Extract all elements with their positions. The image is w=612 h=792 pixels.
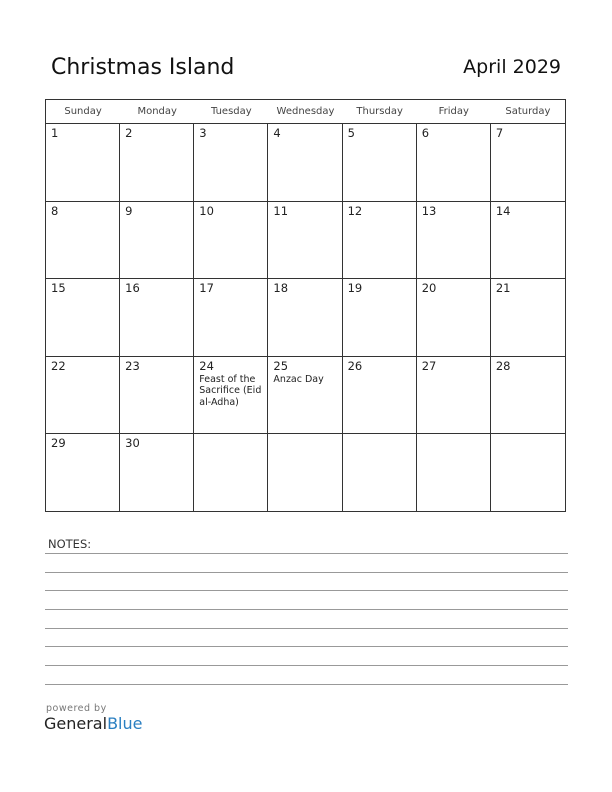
weekday-friday: Friday bbox=[438, 106, 469, 117]
week-row-3 bbox=[46, 279, 565, 357]
day-number: 19 bbox=[347, 281, 363, 296]
day-number: 6 bbox=[421, 126, 430, 140]
weekday-thursday: Thursday bbox=[356, 106, 403, 117]
weekday-wednesday: Wednesday bbox=[276, 106, 335, 117]
page-title: Christmas Island bbox=[51, 55, 235, 80]
day-cell bbox=[343, 357, 417, 434]
day-cell bbox=[491, 124, 565, 201]
day-cell bbox=[343, 202, 417, 279]
notes-line bbox=[45, 628, 568, 629]
day-cell bbox=[417, 357, 491, 434]
calendar-grid bbox=[45, 99, 566, 512]
day-number: 12 bbox=[347, 203, 363, 218]
powered-by-text: powered by bbox=[46, 703, 107, 714]
day-number: 14 bbox=[495, 203, 511, 218]
day-number: 8 bbox=[51, 203, 59, 218]
notes-line bbox=[45, 609, 568, 610]
day-cell bbox=[268, 357, 342, 434]
weekday-sunday: Sunday bbox=[64, 106, 102, 117]
day-number: 7 bbox=[495, 126, 504, 140]
weekday-saturday: Saturday bbox=[505, 106, 551, 117]
month-label: April 2029 bbox=[463, 56, 561, 78]
day-number: 16 bbox=[125, 281, 140, 296]
week-row-1 bbox=[46, 124, 565, 202]
day-cell bbox=[491, 279, 565, 356]
weekday-header bbox=[46, 100, 565, 124]
day-cell bbox=[46, 279, 120, 356]
day-cell bbox=[120, 434, 194, 512]
day-cell bbox=[120, 202, 194, 279]
week-row-2 bbox=[46, 202, 565, 280]
day-number: 30 bbox=[125, 436, 140, 451]
day-cell bbox=[46, 202, 120, 279]
day-number: 23 bbox=[125, 358, 140, 373]
day-cell bbox=[194, 434, 268, 512]
day-cell bbox=[46, 434, 120, 512]
day-cell bbox=[343, 124, 417, 201]
day-number: 22 bbox=[51, 358, 66, 373]
day-cell bbox=[46, 124, 120, 201]
day-cell bbox=[268, 279, 342, 356]
day-number: 10 bbox=[199, 203, 214, 218]
week-row-4 bbox=[46, 357, 565, 435]
day-number: 29 bbox=[51, 436, 66, 451]
day-cell bbox=[268, 124, 342, 201]
day-number: 13 bbox=[421, 203, 437, 218]
day-cell bbox=[417, 434, 491, 512]
day-cell bbox=[268, 202, 342, 279]
notes-line bbox=[45, 553, 568, 554]
day-cell bbox=[343, 434, 417, 512]
day-number: 2 bbox=[125, 126, 133, 140]
day-cell bbox=[417, 279, 491, 356]
day-number: 15 bbox=[51, 281, 66, 296]
day-cell bbox=[417, 202, 491, 279]
day-cell bbox=[491, 357, 565, 434]
notes-line bbox=[45, 590, 568, 591]
day-number: 4 bbox=[273, 126, 281, 140]
day-cell bbox=[194, 202, 268, 279]
day-number: 21 bbox=[495, 281, 511, 296]
day-number: 1 bbox=[51, 126, 59, 140]
brand-wordmark bbox=[44, 714, 142, 733]
day-number: 28 bbox=[495, 358, 511, 373]
day-cell bbox=[491, 202, 565, 279]
day-cell bbox=[194, 357, 268, 434]
day-cell bbox=[491, 434, 565, 512]
day-cell bbox=[194, 279, 268, 356]
notes-label: NOTES: bbox=[48, 537, 92, 551]
day-cell bbox=[120, 279, 194, 356]
day-number: 27 bbox=[421, 358, 437, 373]
day-cell bbox=[46, 357, 120, 434]
day-cell bbox=[343, 279, 417, 356]
day-number: 20 bbox=[421, 281, 437, 296]
day-number: 3 bbox=[199, 126, 207, 140]
day-cell bbox=[194, 124, 268, 201]
week-row-5 bbox=[46, 434, 565, 512]
notes-line bbox=[45, 572, 568, 573]
day-number: 17 bbox=[199, 281, 214, 296]
day-cell bbox=[268, 434, 342, 512]
holiday-label: Feast of the Sacrifice (Eid al-Adha) bbox=[199, 373, 262, 408]
holiday-label: Anzac Day bbox=[273, 373, 324, 385]
generalblue-logo bbox=[44, 703, 142, 733]
day-cell bbox=[120, 124, 194, 201]
day-number: 9 bbox=[125, 203, 133, 218]
day-number: 26 bbox=[347, 358, 363, 373]
brand-blue: Blue bbox=[107, 714, 143, 733]
day-number: 5 bbox=[347, 126, 355, 140]
day-cell bbox=[417, 124, 491, 201]
brand-general: General bbox=[44, 714, 108, 733]
notes-line bbox=[45, 665, 568, 666]
weekday-monday: Monday bbox=[137, 106, 177, 117]
day-cell bbox=[120, 357, 194, 434]
notes-line bbox=[45, 684, 568, 685]
day-number: 24 bbox=[199, 358, 214, 373]
day-number: 18 bbox=[273, 281, 289, 296]
day-number: 25 bbox=[273, 358, 289, 373]
weekday-tuesday: Tuesday bbox=[211, 106, 252, 117]
day-number: 11 bbox=[273, 203, 289, 218]
notes-line bbox=[45, 646, 568, 647]
